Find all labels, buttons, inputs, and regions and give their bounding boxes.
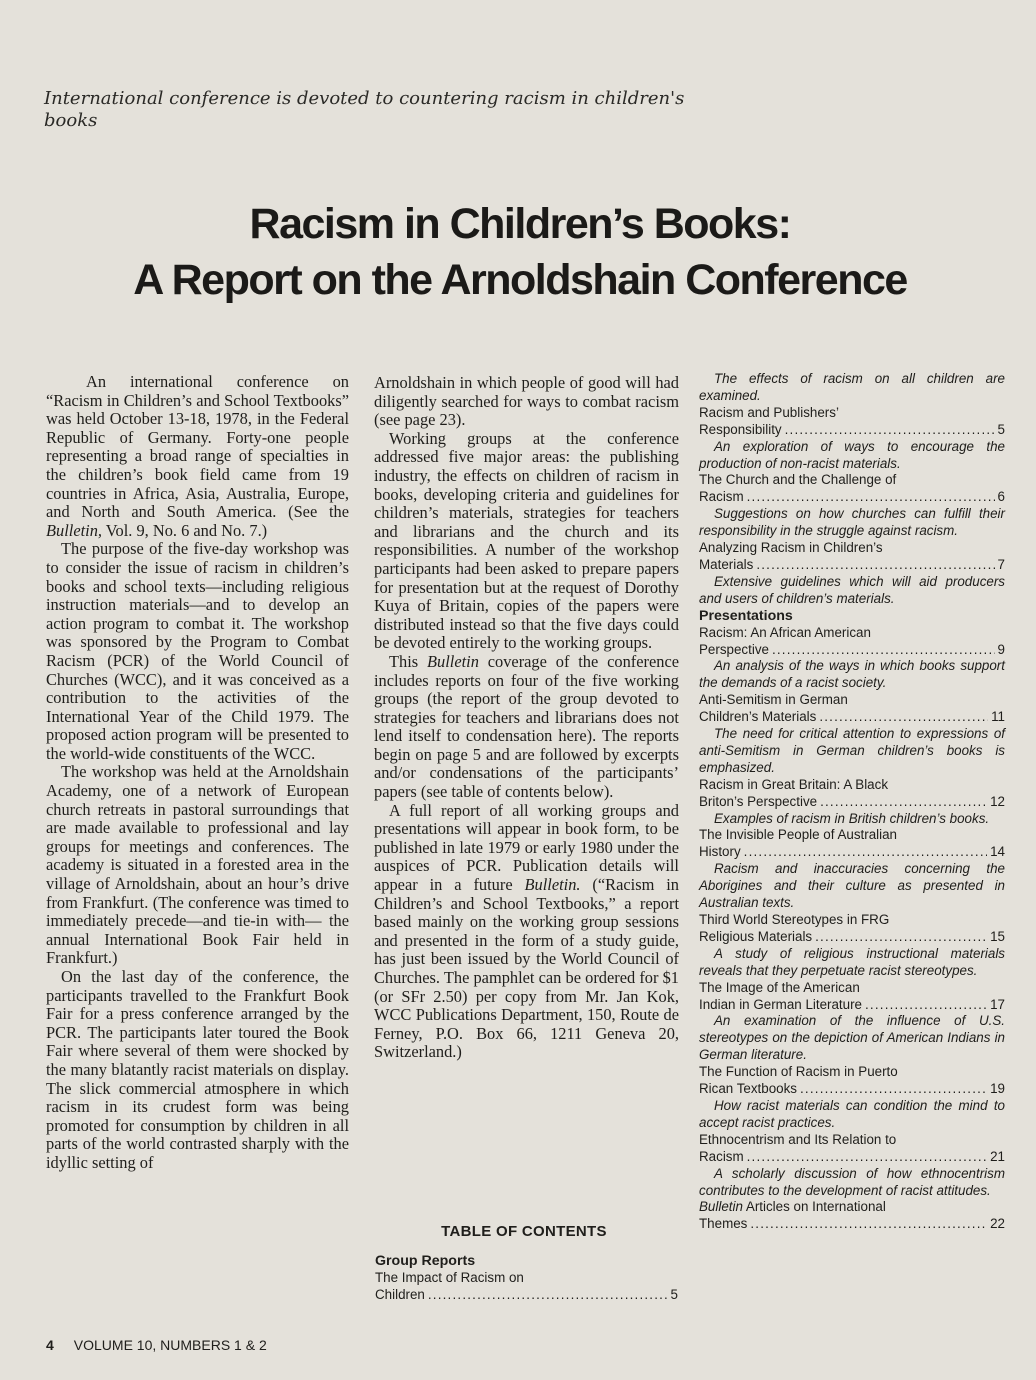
headline-line-1: Racism in Children’s Books: <box>249 200 791 248</box>
article-column-2 <box>374 374 679 1062</box>
headline <box>20 196 1020 308</box>
toc-entry: Anti-Semitism in German Children’s Materials ..... 11 The need for critical attention to expressions of anti-Semitism in German children’s books is emphasized. <box>699 692 1005 777</box>
paragraph: The workshop was held at the Arnoldshain Academy, one of a network of European church retreats in pastoral surroundings that are made available to professional and lay groups for meetings and conferences. The academy is situated in a forested area in the village of Arnoldshain, about an hour’s drive from Frankfurt. (The conference was timed to immediately precede—and tie-in with— the annual International Book Fair held in Frankfurt.) <box>46 762 349 968</box>
toc-entry: The Impact of Racism on Children ..... 5 <box>375 1270 678 1304</box>
toc-entry: Analyzing Racism in Children’s Materials ..... 7 Extensive guidelines which will aid producers and users of children’s materials. <box>699 540 1005 608</box>
kicker: International conference is devoted to countering racism in children's books <box>44 88 685 131</box>
paragraph: Working groups at the conference addressed five major areas: the publishing industry, the effects on children of racism in books, developing criteria and guidelines for children’s materials, strategies for teachers and librarians and the church and its responsibilities. A number of the workshop participants had been asked to prepare papers for presentation but at the request of Dorothy Kuya of Britain, copies of the papers were distributed instead so that the five days could be devoted entirely to the working groups. <box>374 428 679 653</box>
paragraph: This Bulletin coverage of the conference includes reports on four of the five working groups (the report of the group devoted to strategies for teachers and librarians does not lend itself to condensation here). The reports begin on page 5 and are followed by excerpts and/or condensations of the participants’ papers (see table of contents below). <box>374 651 679 802</box>
paragraph: On the last day of the conference, the participants travelled to the Frankfurt Book Fair for a press conference arranged by the PCR. The participants later toured the Book Fair where several of them were shocked by the many blatantly racist materials on display. The slick commercial atmosphere in which racism in its crudest form was being promoted for consumption by children in all parts of the world contrasted sharply with the idyllic setting of <box>46 967 349 1172</box>
article-column-1 <box>46 373 349 1173</box>
toc-entry: The Church and the Challenge of Racism ..... 6 Suggestions on how churches can fulfill their responsibility in the struggle against racism. <box>699 472 1005 540</box>
toc-entry: Racism and Publishers’ Responsibility ..... 5 An exploration of ways to encourage the production of non-racist materials. <box>699 405 1005 473</box>
toc-section-heading: Presentations <box>699 607 793 624</box>
paragraph: Arnoldshain in which people of good will had diligently searched for ways to combat racism (see page 23). <box>374 373 679 430</box>
toc-entry: Racism in Great Britain: A Black Briton’s Perspective ..... 12 Examples of racism in British children’s books. <box>699 777 1005 828</box>
headline-line-2: A Report on the Arnoldshain Conference <box>133 256 907 304</box>
toc-entry: The Image of the American Indian in German Literature ..... 17 An examination of the influence of U.S. stereotypes on the depiction of American Indians in German literature. <box>699 980 1005 1065</box>
toc-entry: Third World Stereotypes in FRG Religious Materials ..... 15 A study of religious instructional materials reveals that they perpetuate racist stereotypes. <box>699 912 1005 980</box>
paragraph: A full report of all working groups and presentations will appear in book form, to be published in late 1979 or early 1980 under the auspices of PCR. Publication details will appear in a future Bulletin. (“Racism in Children’s and School Textbooks,” a report based mainly on the working group sessions and presented in the form of a study guide, has just been issued by the World Council of Churches. The pamphlet can be ordered for $1 (or SFr 2.50) per copy from Mr. Jan Kok, WCC Publications Department, 150, Route de Ferney, P.O. Box 66, 1211 Geneva 20, Switzerland.) <box>374 800 679 1062</box>
toc-entry-description: The effects of racism on all children are examined. <box>699 371 1005 403</box>
toc-column-2 <box>699 371 1005 1233</box>
toc-entry: Bulletin Articles on International Themes ..... 22 <box>699 1199 1005 1233</box>
toc-entry: The Invisible People of Australian History ..... 14 Racism and inaccuracies concerning the Aborigines and their culture as presented in Australian texts. <box>699 827 1005 912</box>
paragraph: An international conference on “Racism in Children’s and School Textbooks” was held October 13-18, 1978, in the Federal Republic of Germany. Forty-one people representing a broad range of specialties in the children’s book field came from 19 countries in Africa, Asia, Australia, Europe, and North and South America. (See the Bulletin, Vol. 9, No. 6 and No. 7.) <box>46 372 349 540</box>
toc-column-1 <box>375 1253 678 1304</box>
page-number: 4 <box>46 1337 54 1353</box>
toc-entry: Ethnocentrism and Its Relation to Racism ..... 21 A scholarly discussion of how ethnocentrism contributes to the development of racist attitudes. <box>699 1132 1005 1200</box>
page-footer <box>46 1337 267 1353</box>
toc-entry: The Function of Racism in Puerto Rican Textbooks ..... 19 How racist materials can condition the mind to accept racist practices. <box>699 1064 1005 1132</box>
paragraph: The purpose of the five-day workshop was to consider the issue of racism in children’s books and school texts—including religious instruction materials—and to develop an action program to combat it. The workshop was sponsored by the Program to Combat Racism (PCR) of the World Council of Churches (WCC), and it was conceived as a contribution to the activities of the International Year of the Child 1979. The proposed action program will be presented to the world-wide constituents of the WCC. <box>46 539 349 763</box>
toc-title: TABLE OF CONTENTS <box>441 1223 607 1240</box>
toc-section-heading: Group Reports <box>375 1253 476 1269</box>
toc-entry: Racism: An African American Perspective ..... 9 An analysis of the ways in which books support the demands of a racist society. <box>699 625 1005 693</box>
volume-label: VOLUME 10, NUMBERS 1 & 2 <box>73 1337 267 1353</box>
